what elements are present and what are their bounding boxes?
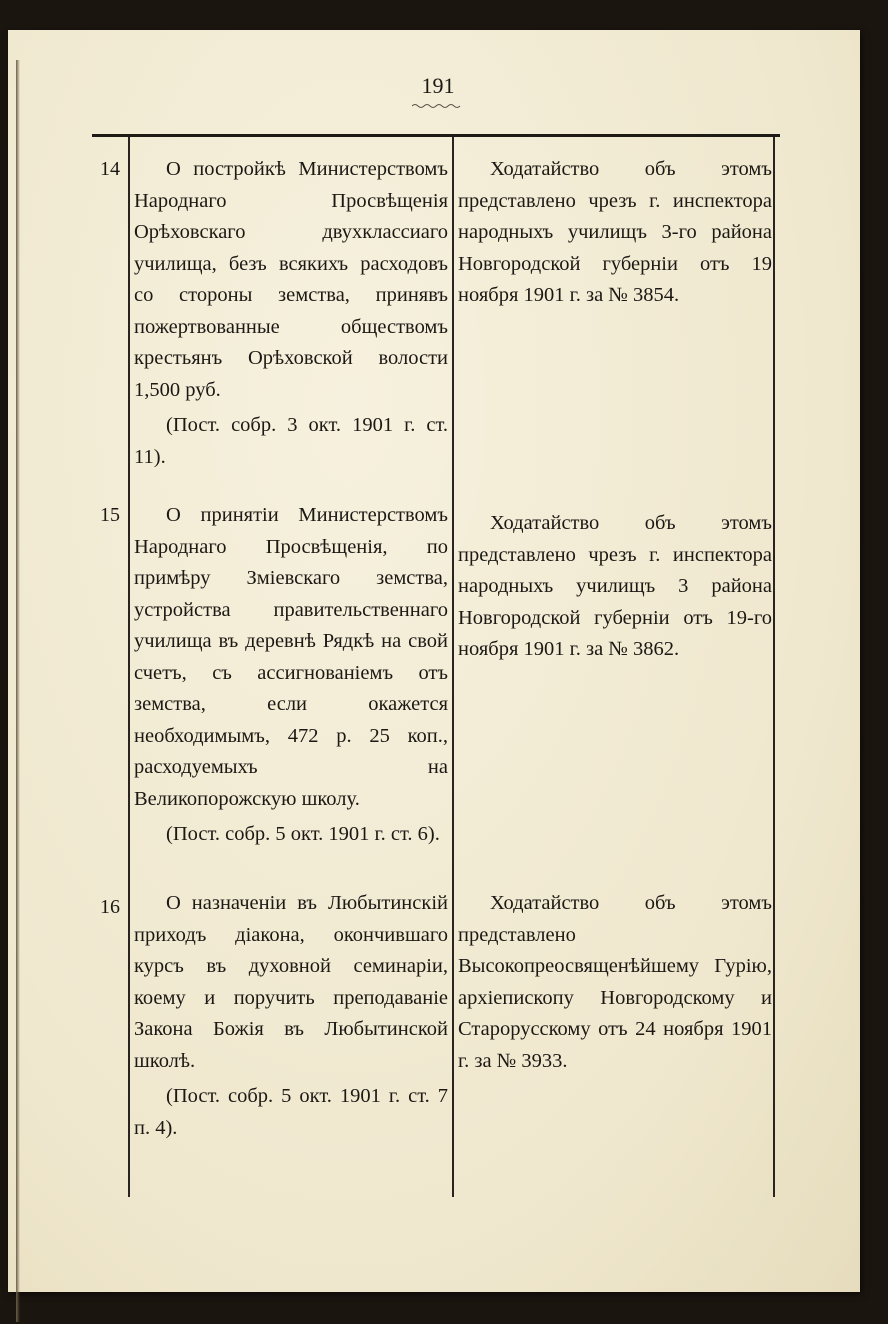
page-number: 191 bbox=[421, 73, 455, 98]
table-top-rule bbox=[92, 134, 780, 137]
page-spine-shadow bbox=[16, 60, 20, 1322]
page-number-ornament bbox=[412, 102, 462, 110]
entry-subject: О постройкѣ Министерствомъ Народнаго Просвѣщенія Орѣховскаго двухклассиаго училища, безъ всякихъ расходовъ со стороны земства, принявъ пожертвованные обществомъ крестьянъ Орѣховской волости 1,500 руб. bbox=[134, 158, 448, 401]
entry-subject: О принятіи Министерствомъ Народнаго Просвѣщенія, по примѣру Зміевскаго земства, устройства правительственнаго училища въ деревнѣ Рядкѣ на свой счетъ, съ ассигнованіемъ отъ земства, если окажется необходимымъ, 472 р. 25 коп., расходуемыхъ на Великопорожскую школу. bbox=[134, 504, 448, 810]
entry-petition-cell bbox=[458, 508, 772, 666]
entry-number: 16 bbox=[100, 896, 120, 918]
entry-reference: (Пост. собр. 3 окт. 1901 г. ст. 11). bbox=[134, 414, 448, 468]
entry-petition-cell bbox=[458, 154, 772, 312]
table-column-divider-right bbox=[773, 137, 775, 1197]
document-page bbox=[8, 30, 860, 1292]
table-column-divider-middle bbox=[452, 137, 454, 1197]
entry-reference: (Пост. собр. 5 окт. 1901 г. ст. 6). bbox=[166, 823, 440, 845]
entry-subject-cell bbox=[134, 154, 448, 473]
entry-number: 14 bbox=[100, 158, 120, 180]
entry-number: 15 bbox=[100, 504, 120, 526]
entry-subject-cell bbox=[134, 500, 448, 851]
entry-petition: Ходатайство объ этомъ представлено чрезъ г. инспектора народныхъ училищъ 3 района Новгородской губерніи отъ 19-го ноября 1901 г. за № 3862. bbox=[458, 512, 772, 660]
table-column-divider-left bbox=[128, 137, 130, 1197]
entry-subject-cell bbox=[134, 888, 448, 1144]
entry-petition: Ходатайство объ этомъ представлено Высокопреосвященѣйшему Гурію, архіепископу Новгородскому и Старорусскому отъ 24 ноября 1901 г. за № 3933. bbox=[458, 892, 772, 1072]
entry-reference: (Пост. собр. 5 окт. 1901 г. ст. 7 п. 4). bbox=[134, 1085, 448, 1139]
entry-subject: О назначеніи въ Любытинскій приходъ діакона, окончившаго курсъ въ духовной семинаріи, коему и поручить преподаваніе Закона Божія въ Любытинской школѣ. bbox=[134, 892, 448, 1072]
entry-petition-cell bbox=[458, 888, 772, 1077]
entry-petition: Ходатайство объ этомъ представлено чрезъ г. инспектора народныхъ училищъ 3-го района Новгородской губерніи отъ 19 ноября 1901 г. за № 3854. bbox=[458, 158, 772, 306]
